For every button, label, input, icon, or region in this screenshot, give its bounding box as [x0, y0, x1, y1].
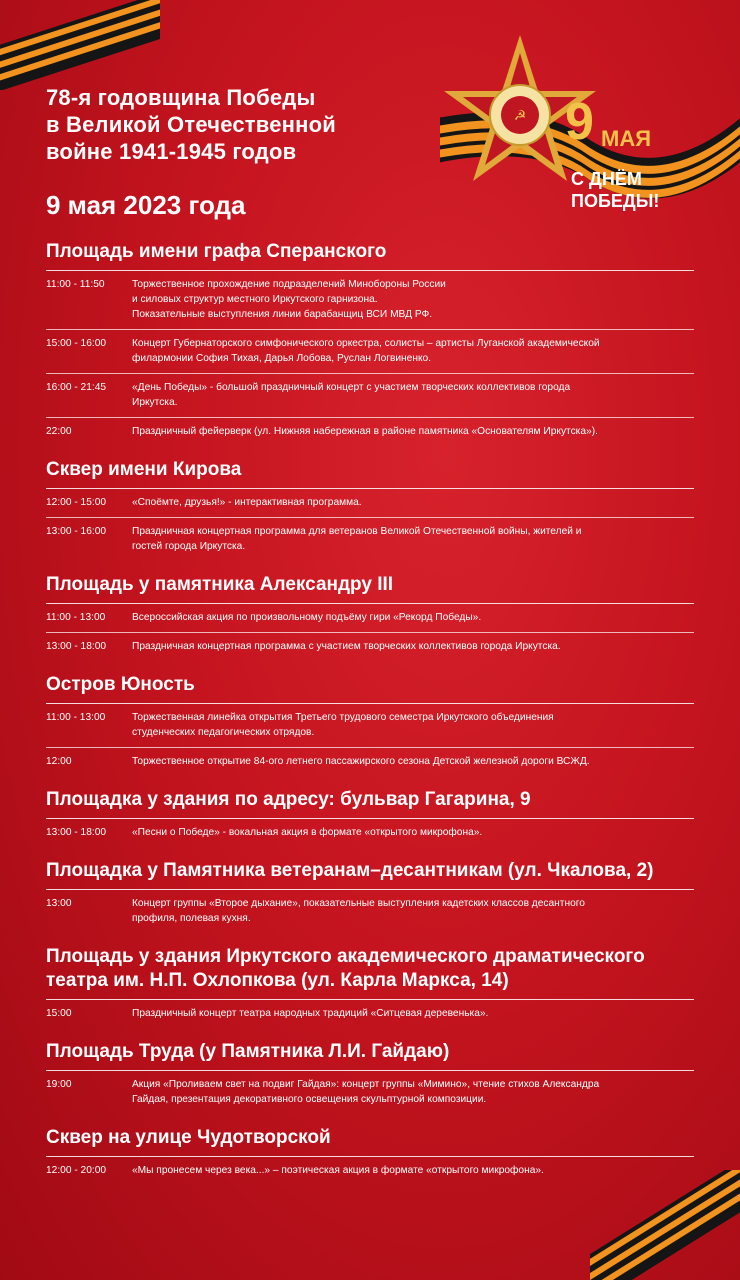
event-description: Торжественная линейка открытия Третьего трудового семестра Иркутского объединения студенческих педагогических отрядов.	[132, 712, 554, 738]
event-description: Торжественное открытие 84-ого летнего пассажирского сезона Детской железной дороги ВСЖД.	[132, 756, 590, 767]
venue-section	[46, 941, 694, 1028]
event-time: 13:00 - 18:00	[46, 827, 107, 838]
event-description: «Мы пронесем через века...» – поэтическая акция в формате «открытого микрофона».	[132, 1165, 544, 1176]
event-time: 19:00	[46, 1079, 72, 1090]
event-time: 13:00 - 16:00	[46, 526, 107, 537]
svg-text:☭: ☭	[513, 108, 527, 124]
venue-section	[46, 669, 694, 776]
event-row	[46, 890, 694, 933]
venue-section	[46, 784, 694, 847]
event-row	[46, 330, 694, 374]
venue-section	[46, 855, 694, 933]
event-time: 13:00	[46, 898, 72, 909]
event-row	[46, 374, 694, 418]
event-row	[46, 633, 694, 661]
event-description: «Песни о Победе» - вокальная акция в формате «открытого микрофона».	[132, 827, 483, 838]
event-row	[46, 704, 694, 748]
event-time: 11:00 - 11:50	[46, 279, 105, 290]
victory-day-greeting: С ДНЁМ ПОБЕДЫ!	[571, 169, 660, 211]
event-description: Акция «Проливаем свет на подвиг Гайдая»: концерт группы «Мимино», чтение стихов Александра Гайдая, презентация декоративного освещения скульптурной композиции.	[132, 1079, 600, 1105]
event-time: 15:00 - 16:00	[46, 338, 107, 349]
title-line-3: войне 1941-1945 годов	[46, 139, 297, 164]
event-description: Всероссийская акция по произвольному подъёму гири «Рекорд Победы».	[132, 612, 482, 623]
venue-title: Сквер имени Кирова	[46, 454, 694, 489]
schedule	[46, 236, 694, 1193]
event-description: Концерт Губернаторского симфонического оркестра, солисты – артисты Луганской академической филармонии София Тихая, Дарья Лобова, Руслан Логвиненко.	[132, 338, 600, 364]
venue-title: Площадь Труда (у Памятника Л.И. Гайдаю)	[46, 1036, 694, 1071]
event-row	[46, 604, 694, 633]
event-date: 9 мая 2023 года	[46, 190, 246, 220]
event-time: 16:00 - 21:45	[46, 382, 107, 393]
event-description: Концерт группы «Второе дыхание», показательные выступления кадетских классов десантного профиля, полевая кухня.	[132, 898, 585, 924]
event-time: 13:00 - 18:00	[46, 641, 107, 652]
venue-section	[46, 236, 694, 446]
title-line-1: 78-я годовщина Победы	[46, 85, 316, 110]
event-description: Праздничный фейерверк (ул. Нижняя набережная в районе памятника «Основателям Иркутска»).	[132, 426, 598, 437]
venue-section	[46, 1036, 694, 1114]
event-row	[46, 518, 694, 561]
event-row	[46, 1000, 694, 1028]
venue-title: Площадка у Памятника ветеранам–десантникам (ул. Чкалова, 2)	[46, 855, 694, 890]
event-description: «Споёмте, друзья!» - интерактивная программа.	[132, 497, 362, 508]
venue-title: Площадь имени графа Сперанского	[46, 236, 694, 271]
venue-section	[46, 454, 694, 561]
venue-title: Сквер на улице Чудотворской	[46, 1122, 694, 1157]
event-description: Праздничная концертная программа с участием творческих коллективов города Иркутска.	[132, 641, 561, 652]
event-time: 12:00 - 15:00	[46, 497, 107, 508]
event-time: 11:00 - 13:00	[46, 712, 106, 723]
event-row	[46, 1157, 694, 1185]
event-row	[46, 271, 694, 330]
event-description: «День Победы» - большой праздничный концерт с участием творческих коллективов города Иркутска.	[132, 382, 571, 408]
event-row	[46, 489, 694, 518]
event-time: 11:00 - 13:00	[46, 612, 106, 623]
event-row	[46, 819, 694, 847]
may-9-day: 9	[565, 93, 594, 151]
event-time: 12:00 - 20:00	[46, 1165, 107, 1176]
event-description: Праздничный концерт театра народных традиций «Ситцевая деревенька».	[132, 1008, 489, 1019]
venue-section	[46, 569, 694, 661]
event-row	[46, 1071, 694, 1114]
event-row	[46, 748, 694, 776]
title-line-2: в Великой Отечественной	[46, 112, 336, 137]
venue-title: Площадь у памятника Александру III	[46, 569, 694, 604]
may-9-label	[565, 93, 652, 151]
venue-title: Остров Юность	[46, 669, 694, 704]
venue-section	[46, 1122, 694, 1185]
venue-title: Площадь у здания Иркутского академического драматического театра им. Н.П. Охлопкова (ул. Карла Маркса, 14)	[46, 941, 694, 1000]
may-9-month: МАЯ	[601, 126, 652, 151]
event-description: Праздничная концертная программа для ветеранов Великой Отечественной войны, жителей и гостей города Иркутска.	[132, 526, 582, 552]
event-time: 12:00	[46, 756, 72, 767]
event-row	[46, 418, 694, 446]
page-title	[46, 84, 406, 165]
event-time: 15:00	[46, 1008, 72, 1019]
venue-title: Площадка у здания по адресу: бульвар Гагарина, 9	[46, 784, 694, 819]
event-time: 22:00	[46, 426, 72, 437]
event-description: Торжественное прохождение подразделений Минобороны России и силовых структур местного Иркутского гарнизона. Показательные выступления линии барабанщиц ВСИ МВД РФ.	[132, 279, 446, 320]
ribbon-top-left	[0, 0, 160, 90]
